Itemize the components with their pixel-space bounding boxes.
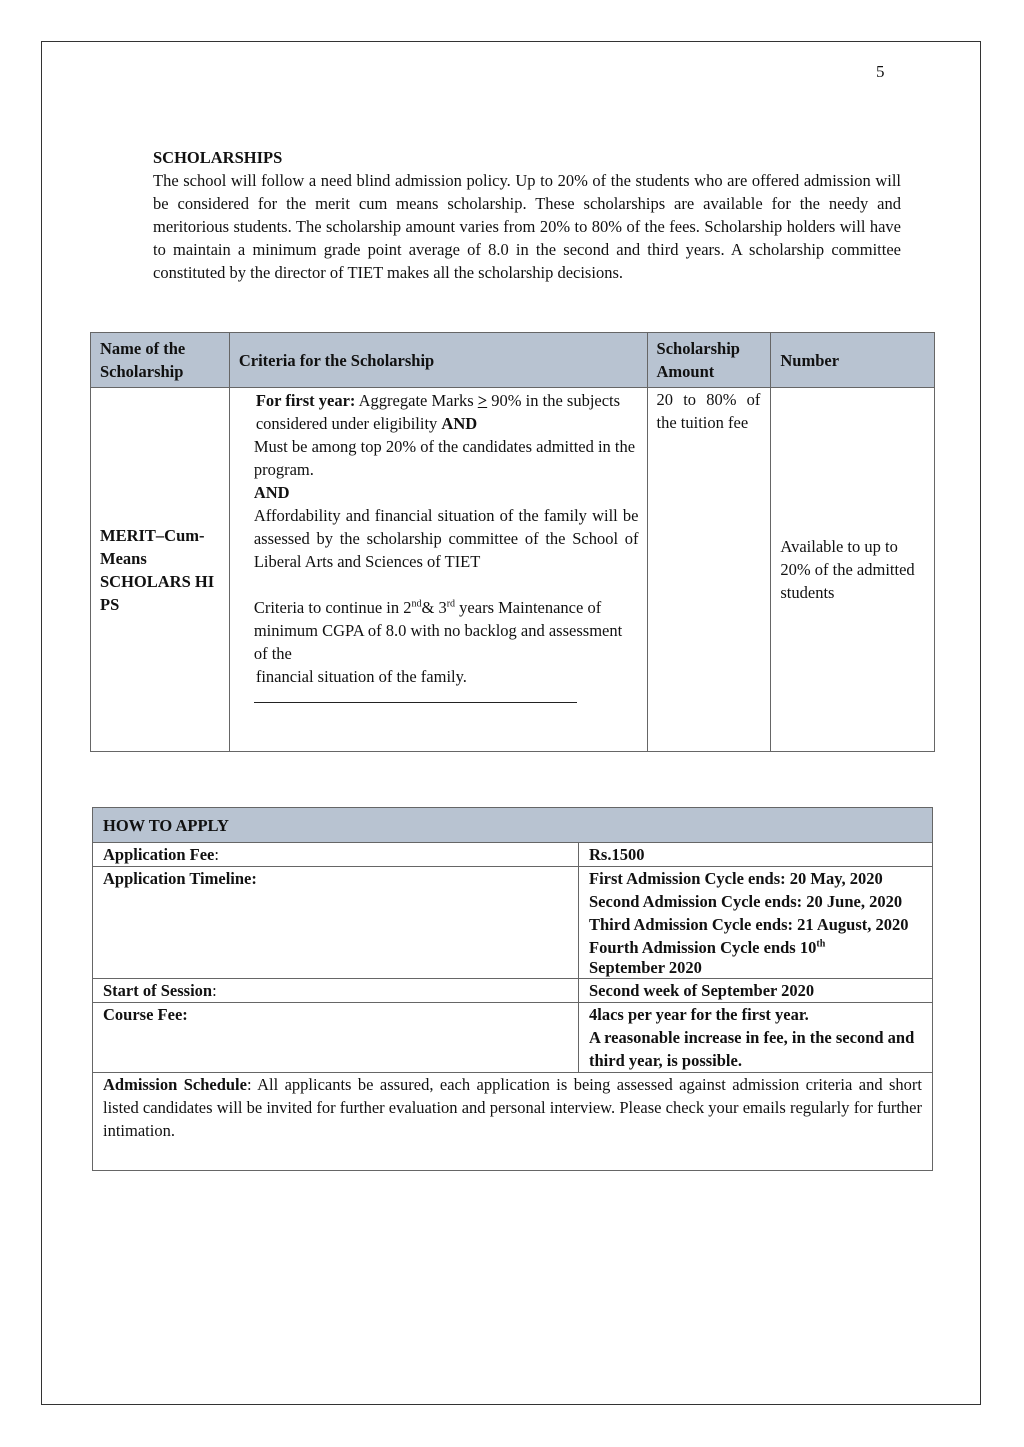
- start-of-session-row: [93, 979, 933, 1003]
- course-fee-row: [93, 1003, 933, 1073]
- start-of-session-value: Second week of September 2020: [579, 979, 933, 1003]
- admission-schedule: [93, 1073, 933, 1171]
- criteria-geq-symbol: >: [477, 391, 488, 410]
- header-name: Name of the Scholarship: [91, 333, 230, 388]
- scholarship-row: [91, 388, 935, 752]
- course-fee-line-2: A reasonable increase in fee, in the second and third year, is possible.: [589, 1028, 915, 1070]
- application-timeline-label: Application Timeline:: [93, 867, 579, 979]
- header-number: Number: [771, 333, 935, 388]
- how-to-apply-header: HOW TO APPLY: [93, 808, 933, 843]
- scholarship-number: Available to up to 20% of the admitted students: [771, 388, 935, 752]
- admission-schedule-text: : All applicants be assured, each application is being assessed against admission criteria and short listed candidates will be invited for further evaluation and personal interview. Please check your emails regularly for further intimation.: [103, 1075, 922, 1140]
- criteria-continue: [254, 596, 639, 665]
- how-to-apply-header-row: [93, 808, 933, 843]
- criteria-and-1: AND: [441, 414, 478, 433]
- timeline-third: Third Admission Cycle ends: 21 August, 2020: [589, 915, 909, 934]
- course-fee-line-1: 4lacs per year for the first year.: [589, 1005, 809, 1024]
- admission-schedule-label: Admission Schedule: [103, 1075, 247, 1094]
- criteria-and-2: AND: [253, 483, 290, 502]
- scholarship-amount: 20 to 80% of the tuition fee: [647, 388, 771, 752]
- header-criteria: Criteria for the Scholarship: [229, 333, 647, 388]
- application-fee-label: Application Fee:: [93, 843, 579, 867]
- criteria-underline: [254, 702, 577, 703]
- course-fee-label: Course Fee:: [93, 1003, 579, 1073]
- scholarship-table: [90, 332, 935, 752]
- scholarships-intro: The school will follow a need blind admission policy. Up to 20% of the students who are offered admission will be considered for the merit cum means scholarship. These scholarships are available for the needy and meritorious students. The scholarship amount varies from 20% to 80% of the fees. Scholarship holders will have to maintain a minimum grade point average of 8.0 in the second and third years. A scholarship committee constituted by the director of TIET makes all the scholarship decisions.: [153, 171, 901, 282]
- criteria-first-year-label: For first year:: [255, 391, 356, 410]
- criteria-continue-a: Criteria to continue in 2: [253, 598, 412, 617]
- scholarship-name: MERIT–Cum-Means SCHOLARS HI PS: [91, 388, 230, 752]
- criteria-sup-rd: rd: [446, 598, 456, 610]
- scholarships-heading: SCHOLARSHIPS: [153, 148, 283, 167]
- how-to-apply-table: [92, 807, 933, 1171]
- criteria-first-year-text2: 90% in the subjects considered under eligibility: [255, 391, 621, 433]
- criteria-affordability: Affordability and financial situation of the family will be assessed by the scholarship committee of the School of Liberal Arts and Sciences of TIET: [253, 506, 639, 571]
- admission-schedule-row: [93, 1073, 933, 1171]
- course-fee-value: [579, 1003, 933, 1073]
- criteria-top: Must be among top 20% of the candidates admitted in the program.: [253, 437, 636, 479]
- timeline-first: First Admission Cycle ends: 20 May, 2020: [589, 869, 883, 888]
- criteria-sup-nd: nd: [411, 598, 422, 610]
- application-timeline-row: [93, 867, 933, 979]
- criteria-first-year-text: Aggregate Marks: [355, 391, 478, 410]
- start-of-session-label: Start of Session:: [93, 979, 579, 1003]
- application-fee-value: Rs.1500: [579, 843, 933, 867]
- criteria-continue-c: years Maintenance of minimum CGPA of 8.0 with no backlog and assessment of the: [253, 598, 623, 663]
- timeline-fourth: Fourth Admission Cycle ends 10th September 2020: [589, 938, 826, 977]
- scholarship-table-header-row: [91, 333, 935, 388]
- scholarship-criteria: [229, 388, 647, 752]
- timeline-second: Second Admission Cycle ends: 20 June, 2020: [589, 892, 903, 911]
- criteria-continue-b: & 3: [421, 598, 447, 617]
- header-amount: Scholarship Amount: [647, 333, 771, 388]
- application-fee-row: [93, 843, 933, 867]
- page-number: 5: [876, 62, 885, 81]
- application-timeline-value: [579, 867, 933, 979]
- criteria-continue-d: financial situation of the family.: [255, 667, 467, 686]
